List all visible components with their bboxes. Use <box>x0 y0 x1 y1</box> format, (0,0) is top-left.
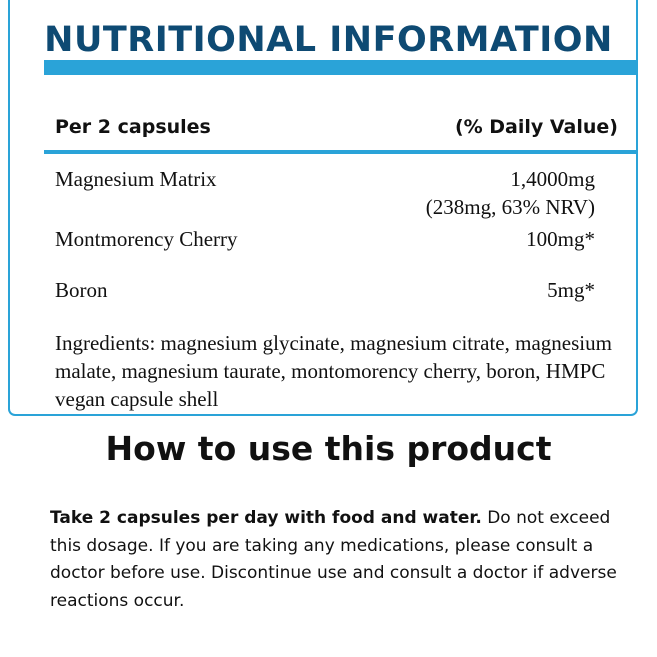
usage-title: How to use this product <box>105 429 552 468</box>
nutrient-amount: 1,4000mg <box>510 167 595 191</box>
usage-lead: Take 2 capsules per day with food and water. <box>50 508 482 528</box>
serving-size-label: Per 2 capsules <box>55 116 211 138</box>
nutrient-name: Boron <box>55 278 108 302</box>
title-underline-bar <box>44 60 638 75</box>
ingredients-text: Ingredients: magnesium glycinate, magnesium citrate, magnesium malate, magnesium taurate, montomorency cherry, boron, HMPC vegan capsule shell <box>55 331 612 411</box>
usage-instructions <box>50 505 620 615</box>
nutrient-name: Montmorency Cherry <box>55 227 238 251</box>
nutrient-name: Magnesium Matrix <box>55 167 217 191</box>
nutrition-title: NUTRITIONAL INFORMATION <box>44 20 613 60</box>
nutrient-amount: 100mg* <box>526 227 595 251</box>
nutrient-nrv: (238mg, 63% NRV) <box>425 195 595 219</box>
header-divider <box>44 150 638 154</box>
daily-value-label: (% Daily Value) <box>454 116 618 138</box>
usage-body: Do not exceed this dosage. If you are taking any medications, please consult a doctor before use. Discontinue use and consult a doctor if adverse reactions occur. <box>50 508 617 611</box>
nutrient-amount: 5mg* <box>547 278 595 302</box>
nutrition-header-row <box>55 116 618 138</box>
